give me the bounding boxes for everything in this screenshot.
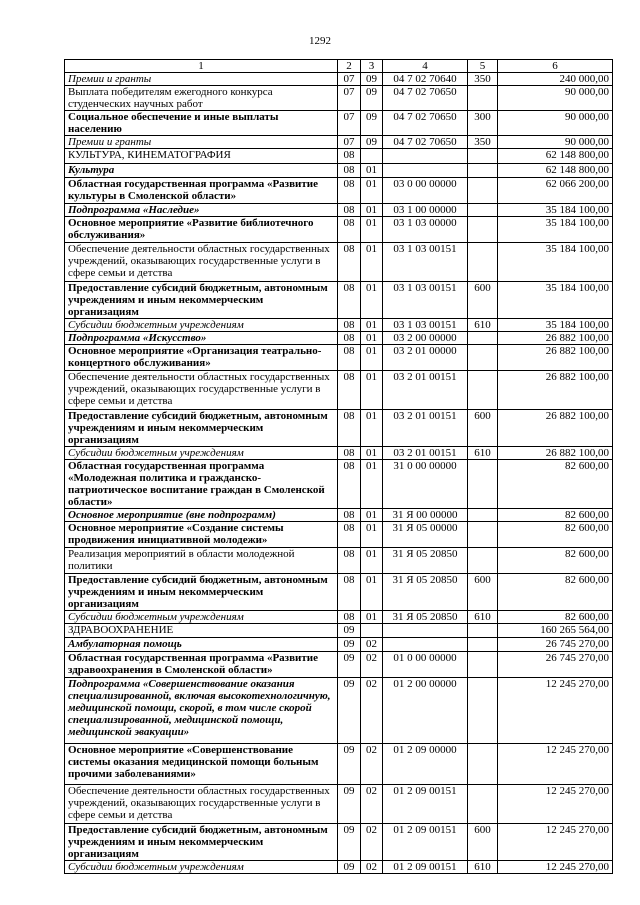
table-row bbox=[65, 332, 613, 345]
table-row bbox=[65, 624, 613, 638]
table-row bbox=[65, 371, 613, 410]
expense-type-code bbox=[468, 217, 498, 243]
row-name: Амбулаторная помощь bbox=[65, 638, 338, 652]
amount: 26 882 100,00 bbox=[498, 332, 613, 345]
amount: 26 882 100,00 bbox=[498, 371, 613, 410]
row-name: Субсидии бюджетным учреждениям bbox=[65, 319, 338, 332]
expense-type-code bbox=[468, 624, 498, 638]
target-article-code: 03 1 00 00000 bbox=[383, 204, 468, 217]
section-code: 08 bbox=[338, 332, 361, 345]
subsection-code: 02 bbox=[361, 824, 383, 861]
amount: 82 600,00 bbox=[498, 509, 613, 522]
column-header: 6 bbox=[498, 60, 613, 73]
subsection-code: 01 bbox=[361, 410, 383, 447]
row-name: Областная государственная программа «Молодежная политика и гражданско-патриотическое воспитание граждан в Смоленской области» bbox=[65, 460, 338, 509]
subsection-code: 01 bbox=[361, 332, 383, 345]
amount: 12 245 270,00 bbox=[498, 861, 613, 874]
target-article-code: 31 Я 05 20850 bbox=[383, 611, 468, 624]
column-header: 3 bbox=[361, 60, 383, 73]
section-code: 08 bbox=[338, 345, 361, 371]
amount: 62 148 800,00 bbox=[498, 149, 613, 164]
table-row bbox=[65, 509, 613, 522]
subsection-code: 02 bbox=[361, 678, 383, 744]
subsection-code: 01 bbox=[361, 243, 383, 282]
subsection-code: 02 bbox=[361, 861, 383, 874]
amount: 82 600,00 bbox=[498, 522, 613, 548]
amount: 62 148 800,00 bbox=[498, 164, 613, 178]
expense-type-code: 600 bbox=[468, 574, 498, 611]
row-name: Социальное обеспечение и иные выплаты населению bbox=[65, 111, 338, 136]
target-article-code bbox=[383, 164, 468, 178]
table-row bbox=[65, 522, 613, 548]
column-header: 4 bbox=[383, 60, 468, 73]
expense-type-code: 300 bbox=[468, 111, 498, 136]
subsection-code: 01 bbox=[361, 204, 383, 217]
table-row bbox=[65, 611, 613, 624]
subsection-code: 01 bbox=[361, 178, 383, 204]
amount: 12 245 270,00 bbox=[498, 678, 613, 744]
table-row bbox=[65, 204, 613, 217]
amount: 35 184 100,00 bbox=[498, 217, 613, 243]
subsection-code: 01 bbox=[361, 460, 383, 509]
column-header: 2 bbox=[338, 60, 361, 73]
section-code: 08 bbox=[338, 164, 361, 178]
table-row bbox=[65, 638, 613, 652]
row-name: Премии и гранты bbox=[65, 136, 338, 149]
section-code: 09 bbox=[338, 678, 361, 744]
row-name: Основное мероприятие «Развитие библиотечного обслуживания» bbox=[65, 217, 338, 243]
target-article-code bbox=[383, 624, 468, 638]
expense-type-code bbox=[468, 371, 498, 410]
subsection-code: 02 bbox=[361, 652, 383, 678]
section-code: 08 bbox=[338, 574, 361, 611]
table-row bbox=[65, 744, 613, 785]
target-article-code: 04 7 02 70650 bbox=[383, 111, 468, 136]
section-code: 09 bbox=[338, 785, 361, 824]
section-code: 07 bbox=[338, 136, 361, 149]
subsection-code: 01 bbox=[361, 282, 383, 319]
table-row bbox=[65, 217, 613, 243]
row-name: Основное мероприятие «Создание системы продвижения инициативной молодежи» bbox=[65, 522, 338, 548]
subsection-code: 01 bbox=[361, 447, 383, 460]
target-article-code: 31 0 00 00000 bbox=[383, 460, 468, 509]
table-row bbox=[65, 861, 613, 874]
table-row bbox=[65, 164, 613, 178]
page-number: 1292 bbox=[309, 35, 331, 47]
expense-type-code bbox=[468, 652, 498, 678]
table-row bbox=[65, 824, 613, 861]
row-name: Выплата победителям ежегодного конкурса студенческих научных работ bbox=[65, 86, 338, 111]
target-article-code: 03 2 01 00151 bbox=[383, 410, 468, 447]
target-article-code: 03 1 03 00151 bbox=[383, 243, 468, 282]
column-header: 1 bbox=[65, 60, 338, 73]
expense-type-code bbox=[468, 678, 498, 744]
target-article-code: 01 2 09 00151 bbox=[383, 785, 468, 824]
expense-type-code bbox=[468, 744, 498, 785]
table-row bbox=[65, 410, 613, 447]
target-article-code: 03 2 01 00151 bbox=[383, 447, 468, 460]
expense-type-code: 350 bbox=[468, 73, 498, 86]
subsection-code: 01 bbox=[361, 371, 383, 410]
target-article-code: 03 2 01 00151 bbox=[383, 371, 468, 410]
subsection-code: 01 bbox=[361, 319, 383, 332]
subsection-code bbox=[361, 624, 383, 638]
expense-type-code bbox=[468, 149, 498, 164]
amount: 12 245 270,00 bbox=[498, 824, 613, 861]
row-name: Основное мероприятие «Организация театрально-концертного обслуживания» bbox=[65, 345, 338, 371]
amount: 90 000,00 bbox=[498, 136, 613, 149]
amount: 82 600,00 bbox=[498, 611, 613, 624]
subsection-code: 01 bbox=[361, 611, 383, 624]
expense-type-code bbox=[468, 243, 498, 282]
row-name: Субсидии бюджетным учреждениям bbox=[65, 861, 338, 874]
amount: 35 184 100,00 bbox=[498, 282, 613, 319]
row-name: Обеспечение деятельности областных государственных учреждений, оказывающих государственные услуги в сфере семьи и детства bbox=[65, 785, 338, 824]
expense-type-code bbox=[468, 548, 498, 574]
target-article-code: 03 2 01 00000 bbox=[383, 345, 468, 371]
subsection-code: 01 bbox=[361, 548, 383, 574]
table-row bbox=[65, 319, 613, 332]
table-row bbox=[65, 460, 613, 509]
amount: 26 882 100,00 bbox=[498, 345, 613, 371]
table-row bbox=[65, 282, 613, 319]
target-article-code: 03 2 00 00000 bbox=[383, 332, 468, 345]
expense-type-code bbox=[468, 345, 498, 371]
amount: 12 245 270,00 bbox=[498, 785, 613, 824]
row-name: Предоставление субсидий бюджетным, автономным учреждениям и иным некоммерческим организациям bbox=[65, 410, 338, 447]
row-name: КУЛЬТУРА, КИНЕМАТОГРАФИЯ bbox=[65, 149, 338, 164]
section-code: 08 bbox=[338, 460, 361, 509]
amount: 90 000,00 bbox=[498, 86, 613, 111]
target-article-code: 31 Я 05 00000 bbox=[383, 522, 468, 548]
row-name: Областная государственная программа «Развитие здравоохранения в Смоленской области» bbox=[65, 652, 338, 678]
expense-type-code bbox=[468, 638, 498, 652]
section-code: 09 bbox=[338, 652, 361, 678]
amount: 35 184 100,00 bbox=[498, 204, 613, 217]
section-code: 07 bbox=[338, 86, 361, 111]
budget-table bbox=[64, 59, 613, 874]
table-header-row bbox=[65, 60, 613, 73]
target-article-code: 01 2 09 00000 bbox=[383, 744, 468, 785]
subsection-code: 01 bbox=[361, 345, 383, 371]
expense-type-code bbox=[468, 332, 498, 345]
section-code: 09 bbox=[338, 624, 361, 638]
row-name: ЗДРАВООХРАНЕНИЕ bbox=[65, 624, 338, 638]
section-code: 08 bbox=[338, 548, 361, 574]
table-row bbox=[65, 652, 613, 678]
section-code: 08 bbox=[338, 410, 361, 447]
row-name: Подпрограмма «Совершенствование оказания специализированной, включая высокотехнологичную, медицинской помощи, скорой, в том числе скорой специализированной, медицинской помощи, медицинской эвакуации» bbox=[65, 678, 338, 744]
expense-type-code: 600 bbox=[468, 824, 498, 861]
subsection-code: 01 bbox=[361, 509, 383, 522]
row-name: Предоставление субсидий бюджетным, автономным учреждениям и иным некоммерческим организациям bbox=[65, 824, 338, 861]
subsection-code: 01 bbox=[361, 217, 383, 243]
amount: 35 184 100,00 bbox=[498, 319, 613, 332]
table-row bbox=[65, 345, 613, 371]
section-code: 08 bbox=[338, 204, 361, 217]
subsection-code: 09 bbox=[361, 86, 383, 111]
table-row bbox=[65, 243, 613, 282]
table-row bbox=[65, 574, 613, 611]
amount: 82 600,00 bbox=[498, 574, 613, 611]
amount: 82 600,00 bbox=[498, 548, 613, 574]
target-article-code: 03 1 03 00000 bbox=[383, 217, 468, 243]
amount: 26 882 100,00 bbox=[498, 410, 613, 447]
target-article-code: 03 0 00 00000 bbox=[383, 178, 468, 204]
table-row bbox=[65, 111, 613, 136]
amount: 26 745 270,00 bbox=[498, 638, 613, 652]
subsection-code: 09 bbox=[361, 73, 383, 86]
expense-type-code bbox=[468, 785, 498, 824]
expense-type-code bbox=[468, 509, 498, 522]
table-row bbox=[65, 86, 613, 111]
subsection-code: 02 bbox=[361, 638, 383, 652]
section-code: 08 bbox=[338, 149, 361, 164]
target-article-code: 04 7 02 70650 bbox=[383, 136, 468, 149]
amount: 12 245 270,00 bbox=[498, 744, 613, 785]
row-name: Обеспечение деятельности областных государственных учреждений, оказывающих государственные услуги в сфере семьи и детства bbox=[65, 243, 338, 282]
target-article-code bbox=[383, 149, 468, 164]
row-name: Подпрограмма «Искусство» bbox=[65, 332, 338, 345]
amount: 240 000,00 bbox=[498, 73, 613, 86]
expense-type-code bbox=[468, 522, 498, 548]
row-name: Областная государственная программа «Развитие культуры в Смоленской области» bbox=[65, 178, 338, 204]
section-code: 08 bbox=[338, 319, 361, 332]
row-name: Основное мероприятие «Совершенствование системы оказания медицинской помощи больным прочими заболеваниями» bbox=[65, 744, 338, 785]
table-row bbox=[65, 785, 613, 824]
section-code: 09 bbox=[338, 824, 361, 861]
row-name: Премии и гранты bbox=[65, 73, 338, 86]
column-header: 5 bbox=[468, 60, 498, 73]
amount: 26 882 100,00 bbox=[498, 447, 613, 460]
section-code: 08 bbox=[338, 282, 361, 319]
target-article-code: 01 2 00 00000 bbox=[383, 678, 468, 744]
amount: 62 066 200,00 bbox=[498, 178, 613, 204]
table-row bbox=[65, 548, 613, 574]
row-name: Субсидии бюджетным учреждениям bbox=[65, 447, 338, 460]
section-code: 09 bbox=[338, 744, 361, 785]
amount: 26 745 270,00 bbox=[498, 652, 613, 678]
row-name: Предоставление субсидий бюджетным, автономным учреждениям и иным некоммерческим организациям bbox=[65, 574, 338, 611]
row-name: Субсидии бюджетным учреждениям bbox=[65, 611, 338, 624]
target-article-code bbox=[383, 638, 468, 652]
expense-type-code bbox=[468, 178, 498, 204]
subsection-code: 02 bbox=[361, 744, 383, 785]
section-code: 07 bbox=[338, 111, 361, 136]
expense-type-code: 610 bbox=[468, 319, 498, 332]
target-article-code: 01 0 00 00000 bbox=[383, 652, 468, 678]
row-name: Реализация мероприятий в области молодежной политики bbox=[65, 548, 338, 574]
row-name: Предоставление субсидий бюджетным, автономным учреждениям и иным некоммерческим организациям bbox=[65, 282, 338, 319]
expense-type-code bbox=[468, 164, 498, 178]
amount: 35 184 100,00 bbox=[498, 243, 613, 282]
subsection-code: 09 bbox=[361, 111, 383, 136]
expense-type-code bbox=[468, 204, 498, 217]
section-code: 08 bbox=[338, 217, 361, 243]
subsection-code: 01 bbox=[361, 522, 383, 548]
target-article-code: 31 Я 05 20850 bbox=[383, 548, 468, 574]
section-code: 09 bbox=[338, 638, 361, 652]
target-article-code: 03 1 03 00151 bbox=[383, 282, 468, 319]
amount: 160 265 564,00 bbox=[498, 624, 613, 638]
subsection-code: 02 bbox=[361, 785, 383, 824]
section-code: 09 bbox=[338, 861, 361, 874]
table-row bbox=[65, 447, 613, 460]
subsection-code: 01 bbox=[361, 574, 383, 611]
table-row bbox=[65, 178, 613, 204]
section-code: 07 bbox=[338, 73, 361, 86]
expense-type-code: 610 bbox=[468, 447, 498, 460]
expense-type-code: 610 bbox=[468, 611, 498, 624]
expense-type-code: 600 bbox=[468, 282, 498, 319]
expense-type-code: 610 bbox=[468, 861, 498, 874]
row-name: Культура bbox=[65, 164, 338, 178]
section-code: 08 bbox=[338, 371, 361, 410]
target-article-code: 04 7 02 70640 bbox=[383, 73, 468, 86]
expense-type-code bbox=[468, 86, 498, 111]
subsection-code bbox=[361, 149, 383, 164]
row-name: Основное мероприятие (вне подпрограмм) bbox=[65, 509, 338, 522]
expense-type-code: 600 bbox=[468, 410, 498, 447]
table-row bbox=[65, 678, 613, 744]
subsection-code: 09 bbox=[361, 136, 383, 149]
amount: 90 000,00 bbox=[498, 111, 613, 136]
expense-type-code bbox=[468, 460, 498, 509]
target-article-code: 01 2 09 00151 bbox=[383, 861, 468, 874]
section-code: 08 bbox=[338, 509, 361, 522]
expense-type-code: 350 bbox=[468, 136, 498, 149]
section-code: 08 bbox=[338, 447, 361, 460]
subsection-code: 01 bbox=[361, 164, 383, 178]
target-article-code: 31 Я 00 00000 bbox=[383, 509, 468, 522]
amount: 82 600,00 bbox=[498, 460, 613, 509]
target-article-code: 04 7 02 70650 bbox=[383, 86, 468, 111]
table-row bbox=[65, 149, 613, 164]
target-article-code: 03 1 03 00151 bbox=[383, 319, 468, 332]
section-code: 08 bbox=[338, 611, 361, 624]
row-name: Обеспечение деятельности областных государственных учреждений, оказывающих государственные услуги в сфере семьи и детства bbox=[65, 371, 338, 410]
target-article-code: 01 2 09 00151 bbox=[383, 824, 468, 861]
section-code: 08 bbox=[338, 522, 361, 548]
row-name: Подпрограмма «Наследие» bbox=[65, 204, 338, 217]
section-code: 08 bbox=[338, 178, 361, 204]
target-article-code: 31 Я 05 20850 bbox=[383, 574, 468, 611]
table-row bbox=[65, 136, 613, 149]
section-code: 08 bbox=[338, 243, 361, 282]
table-row bbox=[65, 73, 613, 86]
